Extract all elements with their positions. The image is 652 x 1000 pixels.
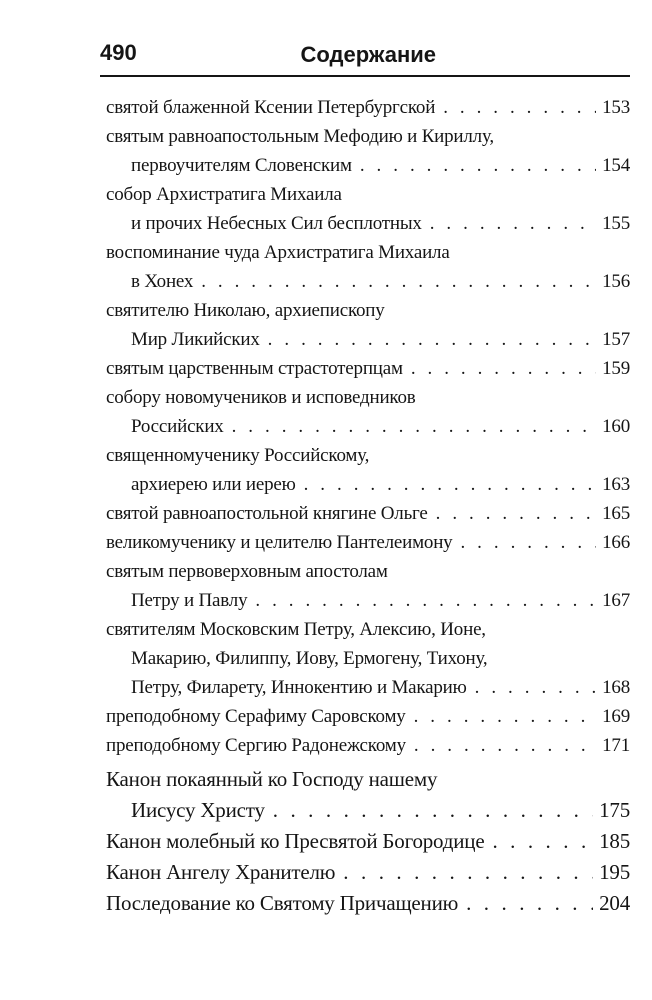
toc-entry-line	[106, 180, 630, 209]
dot-leader	[430, 209, 596, 238]
toc-page-ref: 155	[602, 213, 630, 234]
page-title: Содержание	[300, 42, 436, 67]
toc-entry-line	[106, 296, 630, 325]
toc-entry-text: собору новомучеников и исповедников	[106, 387, 416, 408]
dot-leader	[268, 325, 596, 354]
toc-entry-line	[106, 557, 630, 586]
toc-entry-text: Петру, Филарету, Иннокентию и Макарию	[131, 677, 467, 698]
toc-entry-royal-passion-bearers[interactable]	[106, 354, 630, 383]
toc-page-ref: 159	[602, 358, 630, 379]
toc-entry-text: собор Архистратига Михаила	[106, 184, 342, 205]
toc-entry-line	[106, 644, 630, 673]
dot-leader	[460, 528, 596, 557]
toc-entry-text: и прочих Небесных Сил бесплотных	[131, 213, 422, 234]
toc-page-ref: 160	[602, 416, 630, 437]
toc-entry-text: святым первоверховным апостолам	[106, 561, 388, 582]
toc-entry-sergius[interactable]	[106, 731, 630, 760]
toc-entry-text: Макарию, Филиппу, Иову, Ермогену, Тихону,	[131, 648, 488, 669]
table-of-contents	[106, 93, 630, 919]
toc-entry-line	[106, 412, 630, 441]
toc-entry-moscow-hierarchs[interactable]	[106, 615, 630, 702]
dot-leader	[273, 795, 593, 826]
dot-leader	[360, 151, 596, 180]
dot-leader	[492, 826, 593, 857]
toc-entry-line	[106, 586, 630, 615]
toc-entry-text: первоучителям Словенским	[131, 155, 352, 176]
dot-leader	[201, 267, 596, 296]
toc-entry-line	[106, 470, 630, 499]
toc-entry-text: в Хонех	[131, 271, 194, 292]
toc-entry-text: святым царственным страстотерпцам	[106, 358, 403, 379]
toc-entry-hieromartyr[interactable]	[106, 441, 630, 499]
toc-entry-line	[106, 122, 630, 151]
toc-section-line	[106, 888, 630, 919]
toc-section-line	[106, 764, 630, 795]
toc-section-line	[106, 857, 630, 888]
toc-section-text: Канон Ангелу Хранителю	[106, 860, 336, 884]
toc-entry-line	[106, 441, 630, 470]
toc-entry-text: святой блаженной Ксении Петербургской	[106, 97, 436, 118]
toc-section-line	[106, 795, 630, 826]
toc-entry-archangel-michael-synaxis[interactable]	[106, 180, 630, 238]
toc-entry-line	[106, 731, 630, 760]
toc-entry-seraphim[interactable]	[106, 702, 630, 731]
toc-page-ref: 157	[602, 329, 630, 350]
toc-page-ref: 204	[599, 891, 630, 915]
toc-entry-text: Петру и Павлу	[131, 590, 248, 611]
toc-entry-peter-paul[interactable]	[106, 557, 630, 615]
toc-entry-line	[106, 615, 630, 644]
toc-entry-text: Мир Ликийских	[131, 329, 260, 350]
toc-entry-ksenia[interactable]	[106, 93, 630, 122]
toc-page-ref: 154	[602, 155, 630, 176]
toc-page-ref: 167	[602, 590, 630, 611]
dot-leader	[436, 499, 596, 528]
toc-page-ref: 175	[599, 798, 630, 822]
toc-section-guardian-angel-canon[interactable]	[106, 857, 630, 888]
toc-entry-line	[106, 267, 630, 296]
toc-entry-text: священномученику Российскому,	[106, 445, 370, 466]
toc-entry-text: святителю Николаю, архиепископу	[106, 300, 385, 321]
toc-page-ref: 195	[599, 860, 630, 884]
toc-entry-methodius-cyril[interactable]	[106, 122, 630, 180]
toc-page-ref: 185	[599, 829, 630, 853]
dot-leader	[414, 731, 596, 760]
toc-section-text: Канон покаянный ко Господу нашему	[106, 767, 438, 791]
toc-section-text: Последование ко Святому Причащению	[106, 891, 459, 915]
toc-entry-text: святым равноапостольным Мефодию и Кириллу,	[106, 126, 494, 147]
toc-entry-text: святой равноапостольной княгине Ольге	[106, 503, 428, 524]
toc-section-theotokos-canon[interactable]	[106, 826, 630, 857]
toc-page-ref: 165	[602, 503, 630, 524]
toc-section-text: Иисусу Христу	[131, 798, 265, 822]
toc-entry-line	[106, 209, 630, 238]
toc-entry-line	[106, 383, 630, 412]
toc-entry-text: Российских	[131, 416, 224, 437]
toc-page-ref: 153	[602, 97, 630, 118]
toc-page-ref: 168	[602, 677, 630, 698]
toc-page-ref: 156	[602, 271, 630, 292]
dot-leader	[232, 412, 596, 441]
toc-entry-text: преподобному Серафиму Саровскому	[106, 706, 406, 727]
toc-entry-line	[106, 702, 630, 731]
dot-leader	[411, 354, 596, 383]
dot-leader	[443, 93, 596, 122]
toc-entry-line	[106, 93, 630, 122]
toc-entry-nicholas[interactable]	[106, 296, 630, 354]
page-number: 490	[100, 40, 137, 65]
toc-entry-text: преподобному Сергию Радонежскому	[106, 735, 406, 756]
dot-leader	[466, 888, 593, 919]
dot-leader	[343, 857, 593, 888]
toc-entry-text: великомученику и целителю Пантелеимону	[106, 532, 453, 553]
dot-leader	[414, 702, 596, 731]
toc-entry-line	[106, 238, 630, 267]
toc-entry-line	[106, 151, 630, 180]
toc-entry-line	[106, 325, 630, 354]
toc-page-ref: 163	[602, 474, 630, 495]
toc-entry-text: воспоминание чуда Архистратига Михаила	[106, 242, 450, 263]
dot-leader	[475, 673, 596, 702]
toc-page-ref: 166	[602, 532, 630, 553]
toc-entry-line	[106, 354, 630, 383]
toc-entry-panteleimon[interactable]	[106, 528, 630, 557]
toc-entry-line	[106, 499, 630, 528]
toc-section-penitential-canon[interactable]	[106, 764, 630, 826]
dot-leader	[304, 470, 596, 499]
toc-entry-text: святителям Московским Петру, Алексию, Ионе,	[106, 619, 486, 640]
header-rule	[100, 75, 630, 77]
toc-page-ref: 171	[602, 735, 630, 756]
toc-entry-text: архиерею или иерею	[131, 474, 296, 495]
toc-section-communion-rule[interactable]	[106, 888, 630, 919]
toc-entry-line	[106, 528, 630, 557]
toc-page-ref: 169	[602, 706, 630, 727]
toc-section-text: Канон молебный ко Пресвятой Богородице	[106, 829, 485, 853]
toc-entry-olga[interactable]	[106, 499, 630, 528]
toc-section-line	[106, 826, 630, 857]
dot-leader	[255, 586, 596, 615]
toc-entry-new-martyrs[interactable]	[106, 383, 630, 441]
toc-entry-line	[106, 673, 630, 702]
toc-entry-miracle-chonae[interactable]	[106, 238, 630, 296]
